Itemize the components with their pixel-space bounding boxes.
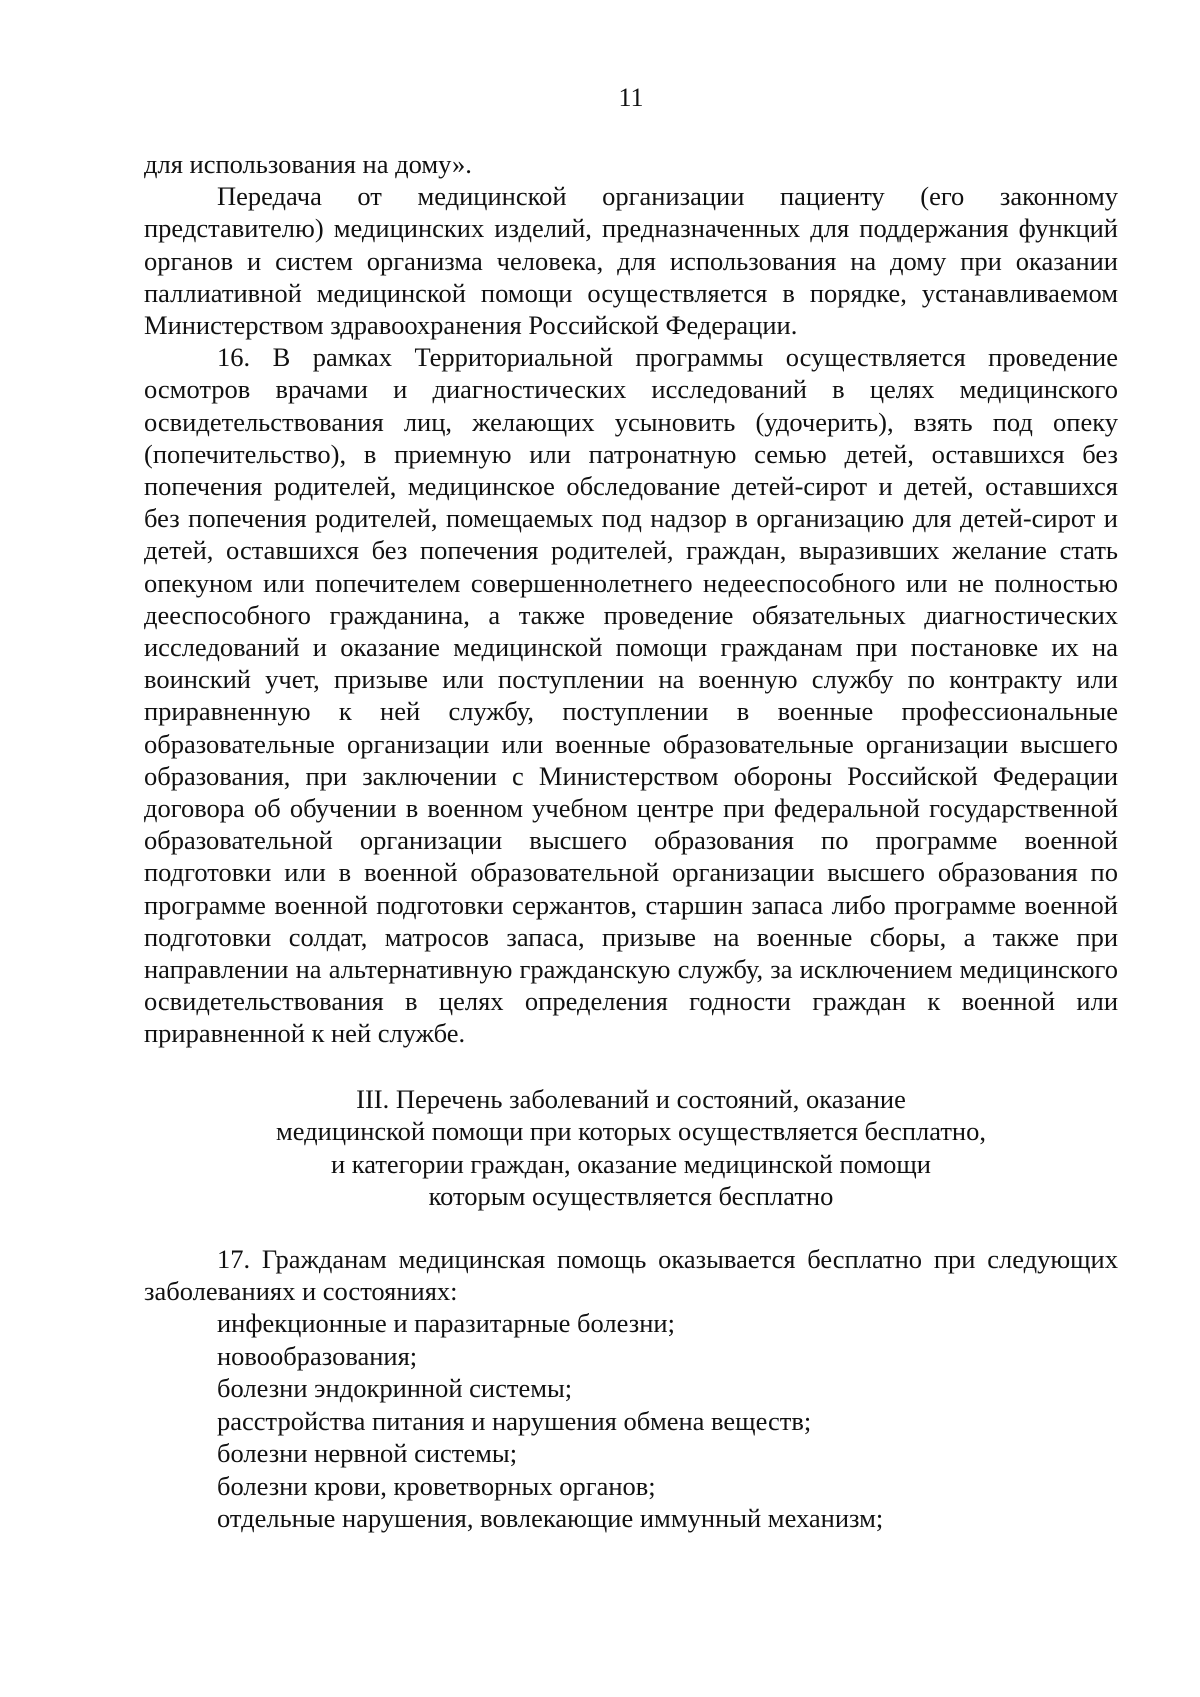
conditions-list (144, 1307, 1118, 1535)
section-heading-line: III. Перечень заболеваний и состояний, оказание (356, 1083, 906, 1114)
page-number: 11 (618, 83, 644, 112)
paragraph-continuation: для использования на дому». (144, 149, 472, 179)
list-item: болезни эндокринной системы; (217, 1373, 573, 1404)
paragraph-16: 16. В рамках Территориальной программы осуществляется проведение осмотров врачами и диагностических исследований в целях медицинского освидетельствования лиц, желающих усыновить (удочерить), взять под опеку (попечительство), в приемную или патронатную семью детей, оставшихся без попечения родителей, медицинское обследование детей-сирот и детей, оставшихся без попечения родителей, помещаемых под надзор в организацию для детей-сирот и детей, оставшихся без попечения родителей, граждан, выразивших желание стать опекуном или попечителем совершеннолетнего недееспособного или не полностью дееспособного гражданина, а также проведение обязательных диагностических исследований и оказание медицинской помощи гражданам при постановке их на воинский учет, призыве или поступлении на военную службу по контракту или приравненную к ней службу, поступлении в военные профессиональные образовательные организации или военные образовательные организации высшего образования, при заключении с Министерством обороны Российской Федерации договора об обучении в военном учебном центре при федеральной государственной образовательной организации высшего образования по программе военной подготовки или в военной образовательной организации высшего образования по программе военной подготовки сержантов, старшин запаса либо программе военной подготовки солдат, матросов запаса, призыве на военные сборы, а также при направлении на альтернативную гражданскую службу, за исключением медицинского освидетельствования в целях определения годности граждан к военной или приравненной к ней службе. (144, 342, 1118, 1049)
paragraph-17: 17. Гражданам медицинская помощь оказывается бесплатно при следующих заболеваниях и состояниях: (144, 1243, 1118, 1306)
paragraph-medical-devices-transfer: Передача от медицинской организации пациенту (его законному представителю) медицинских изделий, предназначенных для поддержания функций органов и систем организма человека, для использования на дому при оказании паллиативной медицинской помощи осуществляется в порядке, устанавливаемом Министерством здравоохранения Российской Федерации. (144, 181, 1118, 341)
section-heading-line: которым осуществляется бесплатно (428, 1181, 834, 1212)
section-heading (144, 1083, 1118, 1213)
section-heading-line: медицинской помощи при которых осуществляется бесплатно, (276, 1116, 986, 1147)
list-item: отдельные нарушения, вовлекающие иммунный механизм; (217, 1503, 884, 1534)
list-item: болезни крови, кроветворных органов; (217, 1470, 656, 1501)
section-heading-line: и категории граждан, оказание медицинской помощи (330, 1148, 931, 1179)
list-item: новообразования; (217, 1340, 418, 1371)
list-item: расстройства питания и нарушения обмена веществ; (217, 1405, 812, 1436)
document-body (144, 148, 1118, 1535)
list-item: болезни нервной системы; (217, 1438, 518, 1469)
list-item: инфекционные и паразитарные болезни; (217, 1308, 675, 1339)
